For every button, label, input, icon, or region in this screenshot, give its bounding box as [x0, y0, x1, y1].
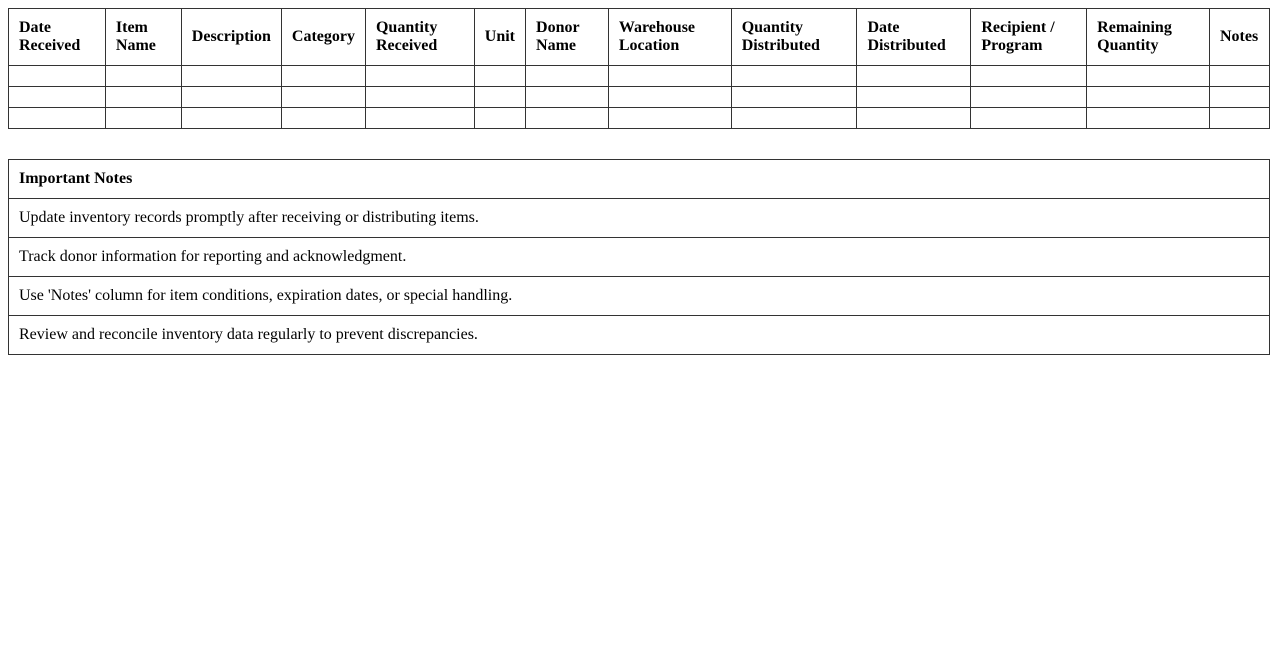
table-cell[interactable] — [1087, 66, 1210, 87]
notes-row — [9, 199, 1270, 238]
table-cell[interactable] — [365, 108, 474, 129]
table-cell[interactable] — [526, 87, 609, 108]
table-row — [9, 108, 1270, 129]
header-donor-name: Donor Name — [526, 9, 609, 66]
table-cell[interactable] — [857, 87, 971, 108]
inventory-header-row — [9, 9, 1270, 66]
notes-title: Important Notes — [9, 160, 1270, 199]
table-cell[interactable] — [731, 108, 857, 129]
table-cell[interactable] — [731, 87, 857, 108]
table-cell[interactable] — [9, 87, 106, 108]
table-cell[interactable] — [474, 66, 525, 87]
notes-row — [9, 277, 1270, 316]
notes-table — [8, 159, 1270, 355]
table-cell[interactable] — [365, 66, 474, 87]
note-item: Review and reconcile inventory data regularly to prevent discrepancies. — [9, 316, 1270, 355]
header-notes: Notes — [1209, 9, 1269, 66]
table-cell[interactable] — [971, 87, 1087, 108]
table-cell[interactable] — [526, 66, 609, 87]
header-category: Category — [281, 9, 365, 66]
table-cell[interactable] — [474, 108, 525, 129]
table-cell[interactable] — [365, 87, 474, 108]
table-cell[interactable] — [181, 66, 281, 87]
header-remaining-quantity: Remaining Quantity — [1087, 9, 1210, 66]
inventory-body — [9, 66, 1270, 129]
table-row — [9, 66, 1270, 87]
table-cell[interactable] — [1087, 87, 1210, 108]
table-cell[interactable] — [281, 108, 365, 129]
table-cell[interactable] — [857, 108, 971, 129]
table-cell[interactable] — [971, 108, 1087, 129]
table-cell[interactable] — [105, 66, 181, 87]
inventory-table — [8, 8, 1270, 129]
notes-row — [9, 238, 1270, 277]
table-cell[interactable] — [608, 108, 731, 129]
table-cell[interactable] — [857, 66, 971, 87]
notes-heading-row — [9, 160, 1270, 199]
note-item: Use 'Notes' column for item conditions, expiration dates, or special handling. — [9, 277, 1270, 316]
note-item: Track donor information for reporting and acknowledgment. — [9, 238, 1270, 277]
table-cell[interactable] — [181, 87, 281, 108]
header-recipient-program: Recipient / Program — [971, 9, 1087, 66]
table-cell[interactable] — [526, 108, 609, 129]
table-cell[interactable] — [608, 66, 731, 87]
note-item: Update inventory records promptly after receiving or distributing items. — [9, 199, 1270, 238]
table-cell[interactable] — [281, 87, 365, 108]
header-date-received: Date Received — [9, 9, 106, 66]
table-cell[interactable] — [1209, 66, 1269, 87]
header-unit: Unit — [474, 9, 525, 66]
table-cell[interactable] — [9, 66, 106, 87]
table-cell[interactable] — [1087, 108, 1210, 129]
table-cell[interactable] — [181, 108, 281, 129]
notes-row — [9, 316, 1270, 355]
header-description: Description — [181, 9, 281, 66]
table-cell[interactable] — [1209, 87, 1269, 108]
table-cell[interactable] — [105, 87, 181, 108]
table-cell[interactable] — [105, 108, 181, 129]
header-item-name: Item Name — [105, 9, 181, 66]
header-quantity-received: Quantity Received — [365, 9, 474, 66]
table-cell[interactable] — [1209, 108, 1269, 129]
table-cell[interactable] — [9, 108, 106, 129]
table-cell[interactable] — [608, 87, 731, 108]
table-cell[interactable] — [971, 66, 1087, 87]
table-row — [9, 87, 1270, 108]
table-cell[interactable] — [731, 66, 857, 87]
header-quantity-distributed: Quantity Distributed — [731, 9, 857, 66]
header-date-distributed: Date Distributed — [857, 9, 971, 66]
table-cell[interactable] — [474, 87, 525, 108]
header-warehouse-location: Warehouse Location — [608, 9, 731, 66]
table-cell[interactable] — [281, 66, 365, 87]
